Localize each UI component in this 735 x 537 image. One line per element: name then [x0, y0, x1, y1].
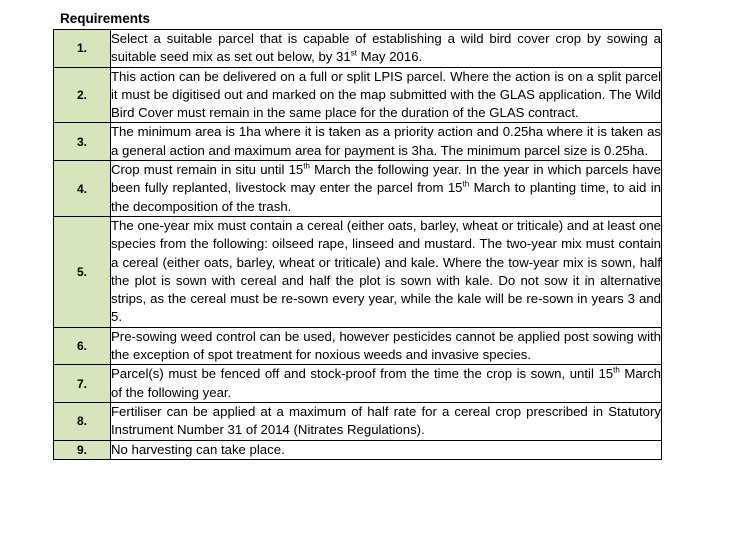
requirements-table-body	[54, 30, 662, 460]
requirement-text-segment: March to planting time, to aid in the decomposition of the trash.	[111, 180, 661, 214]
requirement-text	[111, 327, 662, 365]
requirement-number: 1.	[54, 30, 111, 68]
requirement-number: 6.	[54, 327, 111, 365]
requirement-text	[111, 67, 662, 123]
requirement-row	[54, 216, 662, 327]
requirement-text-segment: Parcel(s) must be fenced off and stock-proof from the time the crop is sown, until 15	[111, 366, 614, 382]
requirement-text-segment: Pre-sowing weed control can be used, however pesticides cannot be applied post sowing with the exception of spot treatment for noxious weeds and invasive species.	[111, 328, 661, 363]
requirement-text-segment: This action can be delivered on a full or split LPIS parcel. Where the action is on a split parcel it must be digitised out and marked on the map submitted with the GLAS application. The Wild Bird Cover must remain in the same place for the duration of the GLAS contract.	[111, 68, 661, 121]
requirement-row	[54, 402, 662, 440]
requirement-number: 2.	[54, 67, 111, 123]
requirement-text-segment: The minimum area is 1ha where it is taken as a priority action and 0.25ha where it is taken as a general action and maximum area for payment is 3ha. The minimum parcel size is 0.25ha.	[111, 124, 661, 158]
requirement-text	[111, 440, 662, 459]
ordinal-suffix: th	[303, 161, 310, 171]
requirement-text-segment: No harvesting can take place.	[111, 441, 285, 457]
requirement-text	[111, 30, 662, 68]
requirement-text-segment: May 2016.	[356, 49, 423, 65]
requirements-heading: Requirements	[60, 11, 151, 26]
requirement-row	[54, 67, 662, 123]
requirement-row	[54, 30, 662, 68]
requirement-number: 8.	[54, 402, 111, 440]
requirement-text-segment: Select a suitable parcel that is capable of establishing a wild bird cover crop by sowing a suitable seed mix as set out below, by 31	[111, 31, 661, 65]
requirement-text	[111, 161, 662, 217]
requirement-number: 4.	[54, 161, 111, 217]
requirement-row	[54, 440, 662, 459]
ordinal-suffix: st	[350, 48, 357, 58]
ordinal-suffix: th	[462, 179, 470, 189]
requirement-row	[54, 365, 662, 403]
requirement-text-segment: Crop must remain in situ until 15	[111, 162, 304, 178]
requirement-number: 7.	[54, 365, 111, 403]
requirement-text	[111, 402, 662, 440]
requirement-text	[111, 123, 662, 161]
requirement-text	[111, 216, 662, 327]
ordinal-suffix: th	[613, 365, 620, 375]
requirement-row	[54, 161, 662, 217]
requirement-text	[111, 365, 662, 403]
requirement-row	[54, 123, 662, 161]
requirement-number: 3.	[54, 123, 111, 161]
requirement-row	[54, 327, 662, 365]
requirement-text-segment: March the following year. In the year in which parcels have been fully replanted, livestock may enter the parcel from 15	[111, 162, 661, 196]
requirement-text-segment: Fertiliser can be applied at a maximum of half rate for a cereal crop prescribed in Statutory Instrument Number 31 of 2014 (Nitrates Regulations).	[111, 403, 661, 438]
requirement-text-segment: The one-year mix must contain a cereal (either oats, barley, wheat or triticale) and at least one species from the following: oilseed rape, linseed and mustard. The two-year mix must contain a cereal (either oats, barley, wheat or triticale) and kale. Where the tow-year mix is sown, half the plot is sown with cereal and half the plot is sown with kale. Do not sow it in alternative strips, as the cereal must be re-sown every year, while the kale will be re-sown in years 3 and 5.	[111, 217, 661, 325]
requirement-text-segment: March of the following year.	[111, 366, 661, 400]
requirement-number: 5.	[54, 216, 111, 327]
requirements-table	[53, 29, 662, 460]
requirement-number: 9.	[54, 440, 111, 459]
